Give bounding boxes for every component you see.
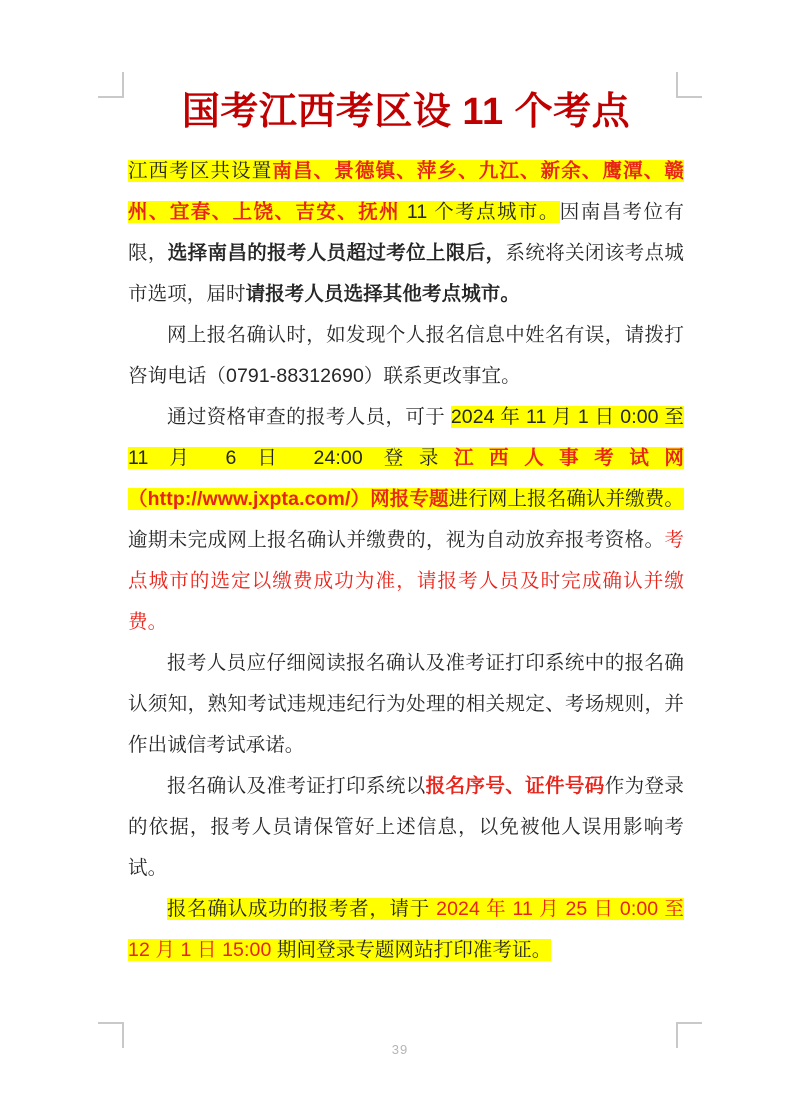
p2-run-text: 网上报名确认时，如发现个人报名信息中姓名有误，请拨打咨询电话（0791-88312690）联系更改事宜。: [128, 323, 684, 387]
p3-run-lead: 通过资格审查的报考人员，可于: [167, 405, 451, 428]
p1-run-city-list: 南昌、景德镇、萍乡、九江、新余、鹰潭、赣州、宜春、上饶、吉安、抚州: [128, 159, 684, 223]
page-number: 39: [391, 1042, 409, 1057]
crop-mark-top-left: [98, 72, 124, 98]
p3-run-website: 江西人事考试网（http://www.jxpta.com/）网报专题: [128, 446, 684, 510]
p4-run-text: 报考人员应仔细阅读报名确认及准考证打印系统中的报名确认须知，熟知考试违规违纪行为处理的相关规定、考场规则，并作出诚信考试承诺。: [128, 651, 684, 756]
p1-run-count: 11 个考点城市。: [400, 200, 560, 223]
p3-run-action: 进行网上报名确认并缴费。: [448, 487, 685, 510]
paragraph-confirmation-payment: [128, 397, 684, 643]
p1-run-limit-note: 因南昌考位有限，: [128, 200, 685, 264]
p5-run-lead: 报名确认及准考证打印系统以: [167, 774, 426, 797]
p3-run-window: 2024 年 11 月 1 日 0:00 至 11 月 6 日 24:00 登录: [128, 405, 685, 469]
p3-run-forfeit: 逾期未完成网上报名确认并缴费的，视为自动放弃报考资格。: [128, 528, 665, 551]
p6-run-tail: 期间登录专题网站打印准考证。: [271, 938, 552, 961]
paragraph-admission-ticket: [128, 889, 684, 971]
p5-run-credentials: 报名序号、证件号码: [425, 774, 605, 797]
p6-run-lead: 报名确认成功的报考者，请于: [167, 897, 437, 920]
p1-run-over-limit: 选择南昌的报考人员超过考位上限后，: [167, 241, 506, 264]
p1-run-choose-other: 请报考人员选择其他考点城市。: [245, 282, 521, 305]
paragraph-read-notice: [128, 643, 684, 766]
p5-run-tail: 作为登录的依据，报考人员请保管好上述信息，以免被他人误用影响考试。: [128, 774, 684, 879]
paragraph-login-credentials: [128, 766, 684, 889]
p3-run-city-final: 考点城市的选定以缴费成功为准，请报考人员及时完成确认并缴费。: [128, 528, 684, 633]
paragraph-exam-cities: [128, 151, 684, 315]
p1-run-intro: 江西考区共设置: [128, 159, 273, 182]
paragraph-name-correction: [128, 315, 684, 397]
p6-run-window: 2024 年 11 月 25 日 0:00 至 12 月 1 日 15:00: [128, 897, 684, 961]
p1-run-system-close: 系统将关闭该考点城市选项，届时: [128, 241, 684, 305]
document-body: [128, 88, 684, 971]
page-title: 国考江西考区设 11 个考点: [181, 91, 631, 133]
